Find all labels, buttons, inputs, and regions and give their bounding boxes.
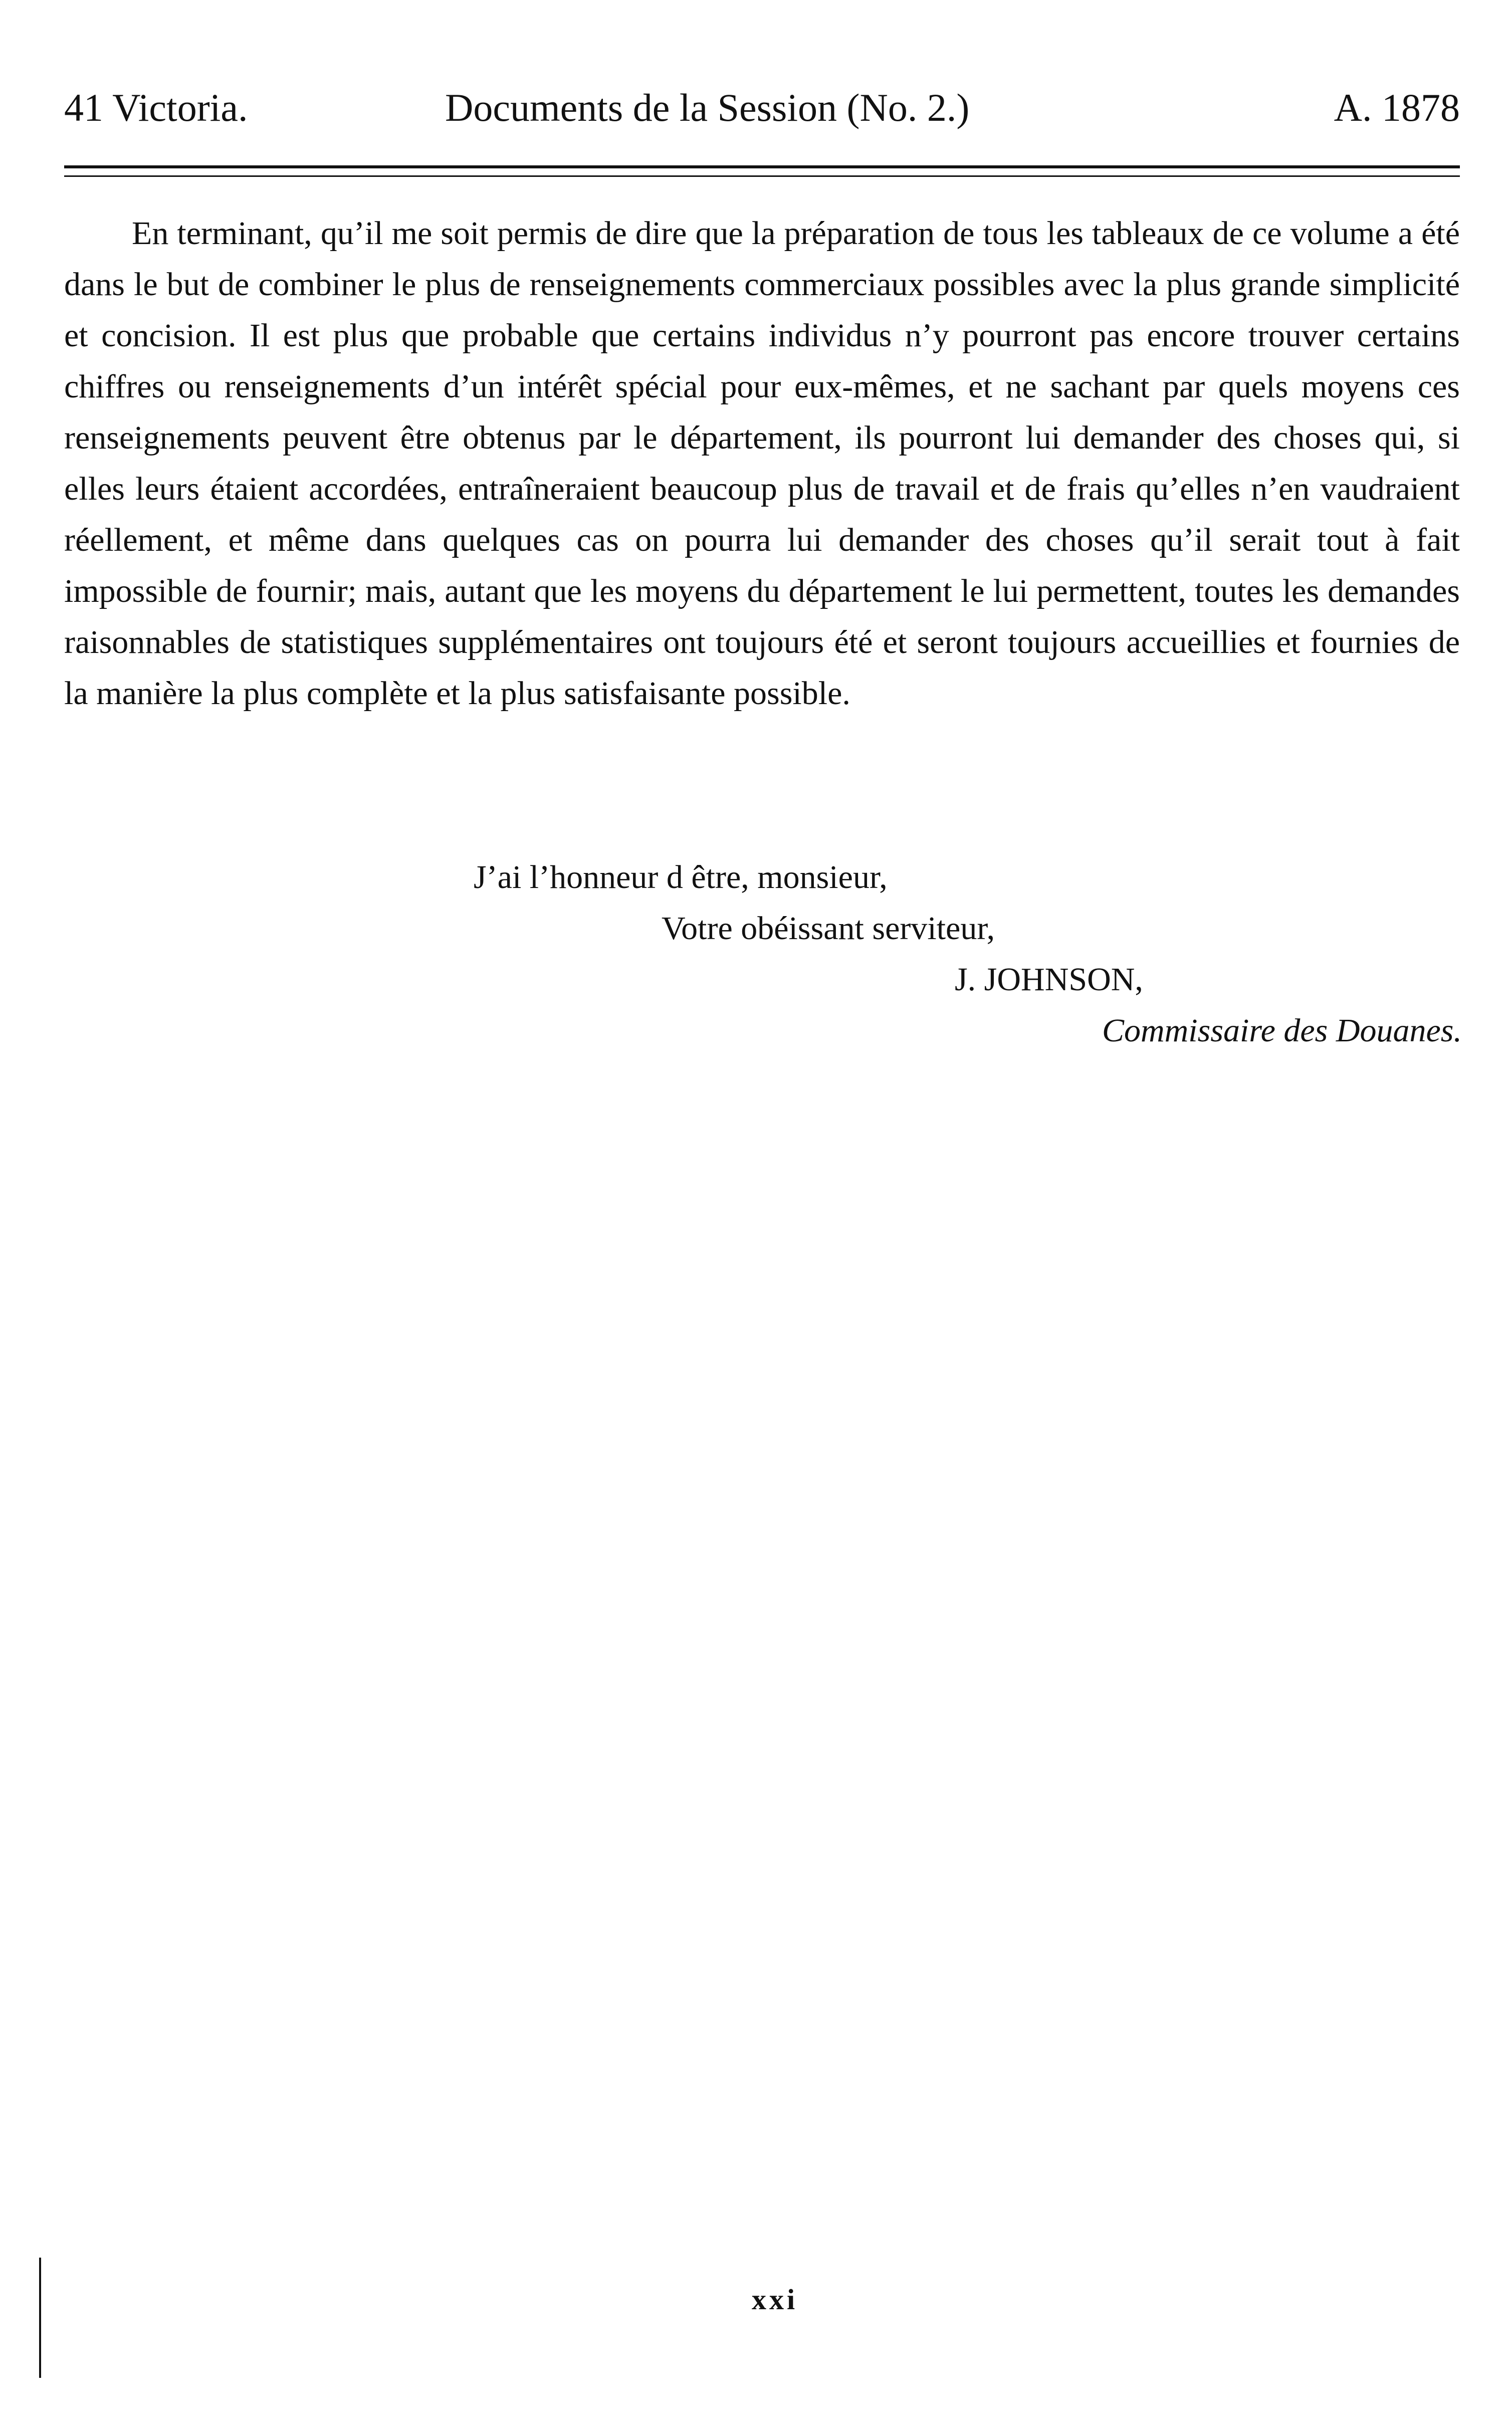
- closing-salutation: J’ai l’honneur d être, monsieur,: [474, 859, 888, 896]
- header-rule-thin: [64, 175, 1460, 177]
- closing-valediction: Votre obéissant serviteur,: [662, 910, 995, 947]
- header-regnal-year: 41 Victoria.: [64, 86, 248, 129]
- header-year: A. 1878: [1334, 86, 1460, 129]
- running-header: [64, 80, 1460, 135]
- page-number: xxi: [752, 2283, 798, 2316]
- body-paragraph: En terminant, qu’il me soit permis de dire que la préparation de tous les tableaux de ce volume a été dans le but de combiner le plus de renseignements commerciaux possibles avec la plus grande simplicité et concision. Il est plus que probable que certains individus n’y pourront pas encore trouver certains chiffres ou renseignements d’un intérêt spécial pour eux-mêmes, et ne sachant par quels moyens ces renseignements peuvent être obtenus par le département, ils pourront lui demander des choses qui, si elles leurs étaient accordées, entraîneraient beaucoup plus de travail et de frais qu’elles n’en vaudraient réellement, et même dans quelques cas on pourra lui demander des choses qu’il serait tout à fait impossible de fournir; mais, autant que les moyens du département le lui permettent, toutes les demandes raisonnables de statistiques supplémentaires ont toujours été et seront toujours accueillies et fournies de la manière la plus complète et la plus satisfaisante possible.: [64, 215, 1460, 712]
- signature-name: J. JOHNSON,: [955, 961, 1143, 998]
- margin-line: [39, 2258, 41, 2378]
- header-rule-thick: [64, 165, 1460, 168]
- header-title: Documents de la Session (No. 2.): [445, 86, 970, 129]
- signature-title: Commissaire des Douanes.: [1102, 1012, 1462, 1049]
